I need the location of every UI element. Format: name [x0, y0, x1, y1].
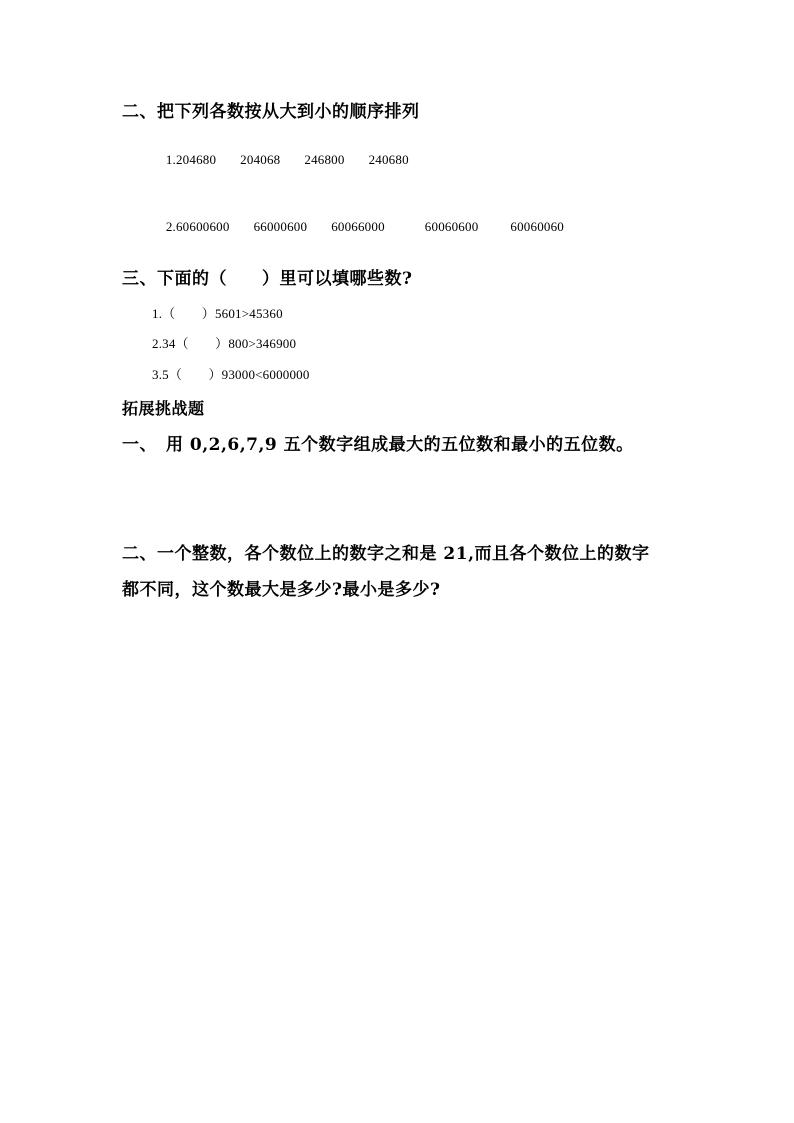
- challenge-question-2-line-1: 二、一个整数，各个数位上的数字之和是 21,而且各个数位上的数字: [122, 544, 650, 564]
- order-row-1: [152, 136, 409, 184]
- order-row-2-number: 60066000: [331, 219, 385, 234]
- challenge-heading: 拓展挑战题: [122, 399, 205, 418]
- order-row-2-number: 66000600: [253, 219, 308, 234]
- fill-blank-item-2: 2.34（ ）800>346900: [152, 336, 297, 351]
- order-row-1-number: 246800: [304, 152, 345, 167]
- order-row-2-prefix: 2.: [165, 219, 176, 234]
- fill-blank-item-3: 3.5（ ）93000<6000000: [152, 367, 310, 382]
- order-row-1-number: 204680: [175, 152, 217, 167]
- order-row-2-number: 60600600: [175, 219, 230, 234]
- fill-blank-item-1: 1.（ ）5601>45360: [152, 306, 283, 321]
- challenge-question-1: 一、 用 0,2,6,7,9 五个数字组成最大的五位数和最小的五位数。: [122, 435, 634, 455]
- section-three-heading: 三、下面的（ ）里可以填哪些数?: [122, 269, 413, 289]
- order-row-1-number: 204068: [240, 152, 281, 167]
- order-row-1-prefix: 1.: [165, 152, 176, 167]
- order-row-1-number: 240680: [368, 152, 409, 167]
- order-row-2: [152, 203, 564, 251]
- order-row-2-number: 60060600: [424, 219, 479, 234]
- challenge-question-2-line-2: 都不同，这个数最大是多少?最小是多少?: [122, 580, 441, 600]
- order-row-2-number: 60060060: [510, 219, 565, 234]
- section-two-heading: 二、把下列各数按从大到小的顺序排列: [122, 102, 420, 122]
